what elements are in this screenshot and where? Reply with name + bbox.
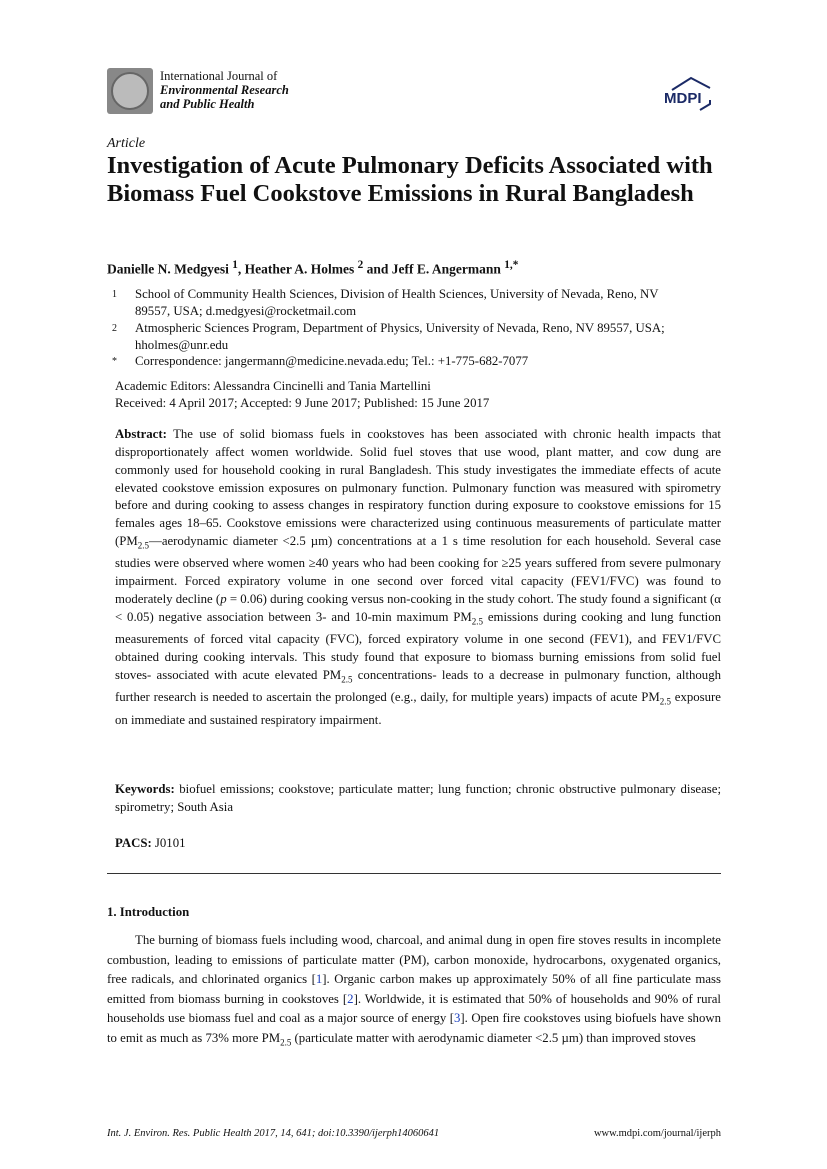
keywords-text: biofuel emissions; cookstove; particulate matter; lung function; chronic obstructive pulmonary disease; spirometry; South Asia xyxy=(115,782,721,814)
separator: , xyxy=(237,261,245,277)
separator: and xyxy=(363,261,392,277)
publication-dates: Received: 4 April 2017; Accepted: 9 June 2017; Published: 15 June 2017 xyxy=(115,396,490,410)
abstract-label: Abstract: xyxy=(115,427,167,441)
mdpi-logo xyxy=(660,76,722,112)
affil-text: School of Community Health Sciences, Division of Health Sciences, University of Nevada, Reno, NV 89557, USA; d.medgyesi@rocketmail.com xyxy=(135,287,659,319)
abstract-text: The use of solid biomass fuels in cookstoves has been associated with chronic health impacts that disproportionately affect women worldwide. Solid fuel stoves that use wood, plant matter, and cow dung are commonly used for household cooking in rural Bangladesh. This study investigates the immediate effects of acute elevated cookstove emission exposures on pulmonary function. Pulmonary function was measured with spirometry before and during cooking to assess changes in respiratory function during exposure to cookstove emissions for 15 females ages 18–65. Cookstove emissions were characterized using continuous measurements of particulate matter (PM xyxy=(115,427,721,549)
body-text: ]. Organic carbon makes up approximately 50% of all fine particulate mass emitted from biomass burning in cookstoves [ xyxy=(107,972,721,1006)
keywords xyxy=(115,781,721,817)
footer-citation: Int. J. Environ. Res. Public Health 2017, 14, 641; doi:10.3390/ijerph14060641 xyxy=(107,1128,440,1139)
subscript: 2.5 xyxy=(280,1037,292,1048)
abstract-text: = 0.06) during cooking versus non-cooking in the study cohort. The study found a significant (α < 0.05) negative association between 3- and 10-min maximum PM xyxy=(115,592,721,624)
author-affil: 2 xyxy=(357,259,364,271)
subscript: 2.5 xyxy=(659,697,671,707)
author-affil: 1,* xyxy=(504,259,519,271)
abstract-text: —aerodynamic diameter <2.5 µm) concentrations at a 1 s time resolution for each household. Several case studies were observed where women ≥40 years who had been cooking for ≥25 years suffered from severe pulmonary impairment. Forced expiratory volume in one second over forced vital capacity (FEV1/FVC) was found to moderately decline ( xyxy=(115,534,721,607)
journal-line: Environmental Research xyxy=(160,83,289,97)
pacs-text: J0101 xyxy=(151,836,186,850)
affiliation-2 xyxy=(112,320,712,355)
citation-link[interactable]: 2 xyxy=(347,991,354,1006)
body-text: (particulate matter with aerodynamic diameter <2.5 µm) than improved stoves xyxy=(291,1030,696,1045)
affiliation-1 xyxy=(112,286,712,321)
body-text: ]. Worldwide, it is estimated that 50% of households and 90% of rural households use biomass fuel and coal as a major source of energy [ xyxy=(107,991,721,1025)
divider xyxy=(107,873,721,874)
affil-mark: * xyxy=(112,356,117,367)
correspondence xyxy=(112,353,712,370)
author-affil: 1 xyxy=(232,259,238,271)
keywords-label: Keywords: xyxy=(115,782,175,796)
intro-paragraph xyxy=(107,931,721,1053)
p-symbol: p xyxy=(220,592,227,607)
abstract-text: exposure on immediate and sustained respiratory impairment. xyxy=(115,690,721,727)
article-type: Article xyxy=(107,136,146,151)
abstract-text: emissions during cooking and lung function measurements of forced vital capacity (FVC), forced expiratory volume in one second (FEV1), and FEV1/FVC obtained during cooking intervals. This study found that exposure to biomass burning emissions from solid fuel stoves- associated with acute elevated PM xyxy=(115,609,721,683)
author-name: Heather A. Holmes xyxy=(244,261,355,277)
abstract xyxy=(115,426,721,730)
journal-name xyxy=(160,69,289,111)
author-name: Jeff E. Angermann xyxy=(391,261,501,277)
affil-mark: 2 xyxy=(112,323,117,334)
pacs-label: PACS: xyxy=(115,836,152,850)
subscript: 2.5 xyxy=(137,540,150,551)
journal-logo xyxy=(107,68,153,114)
citation-link[interactable]: 3 xyxy=(453,1011,461,1025)
svg-text:MDPI: MDPI xyxy=(664,90,702,107)
pacs xyxy=(115,835,721,853)
affil-mark: 1 xyxy=(112,289,117,300)
footer-url[interactable]: www.mdpi.com/journal/ijerph xyxy=(593,1128,721,1139)
paper-title: Investigation of Acute Pulmonary Deficits Associated with Biomass Fuel Cookstove Emissions in Rural Bangladesh xyxy=(107,152,713,207)
globe-icon xyxy=(111,72,149,110)
journal-line: International Journal of xyxy=(160,69,278,83)
author-name: Danielle N. Medgyesi xyxy=(107,261,229,277)
journal-line: and Public Health xyxy=(160,97,255,111)
body-text: ]. Open fire cookstoves using biofuels have shown to emit as much as 73% more PM xyxy=(107,1011,721,1045)
subscript: 2.5 xyxy=(341,674,353,685)
affil-text: Atmospheric Sciences Program, Department of Physics, University of Nevada, Reno, NV 89557, USA; hholmes@unr.edu xyxy=(135,321,665,353)
author-list xyxy=(107,259,518,278)
abstract-text: concentrations- leads to a decrease in pulmonary function, although further research is needed to ascertain the prolonged (e.g., daily, for multiple years) impacts of acute PM xyxy=(115,668,721,705)
body-text: The burning of biomass fuels including wood, charcoal, and animal dung in open fire stoves results in incomplete combustion, leading to emissions of particulate matter (PM), carbon monoxide, hydrocarbons, oxygenated organics, free radicals, and chlorinated organics [ xyxy=(107,933,721,986)
subscript: 2.5 xyxy=(471,616,483,627)
citation-link[interactable]: 1 xyxy=(315,972,323,986)
section-heading: 1. Introduction xyxy=(107,905,190,919)
academic-editors: Academic Editors: Alessandra Cincinelli and Tania Martellini xyxy=(115,379,431,393)
affil-text: Correspondence: jangermann@medicine.nevada.edu; Tel.: +1-775-682-7077 xyxy=(135,354,529,368)
